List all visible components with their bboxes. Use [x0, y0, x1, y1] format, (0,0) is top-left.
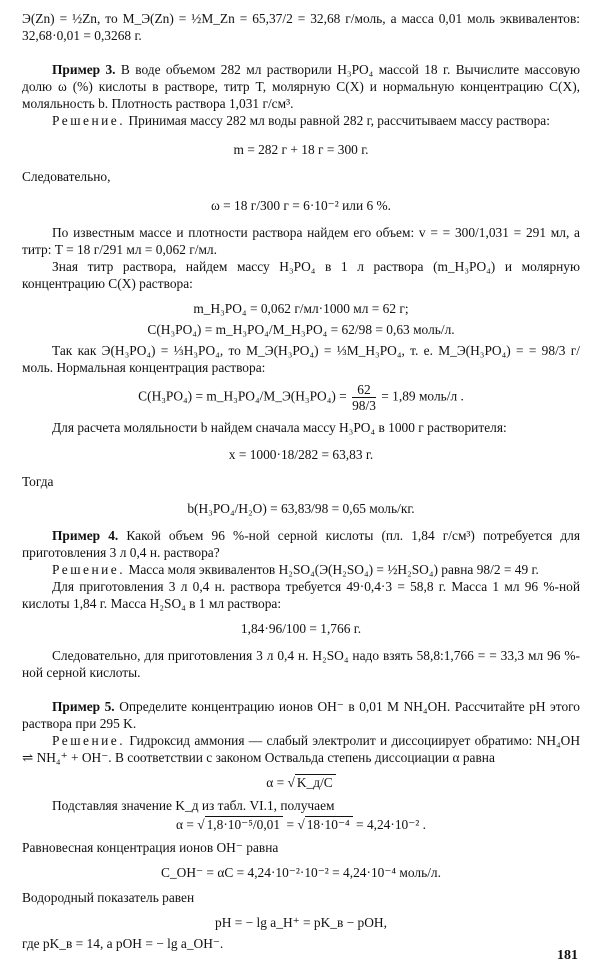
- paragraph: где pK_в = 14, а pOH = − lg a_OH⁻.: [22, 936, 224, 951]
- radicand: 18·10⁻⁴: [305, 816, 353, 832]
- solution-3-label: Решение.: [52, 113, 126, 128]
- example-3-text: В воде объемом 282 мл растворили H₃PO₄ массой 18 г. Вычислите массовую долю ω (%) кислоты в растворе, титр T, молярную C(X) и нормальную концентрацию C(X), моляльность b. Плотность раствора 1,031 г/см³.: [22, 62, 580, 111]
- paragraph: Зная титр раствора, найдем массу H₃PO₄ в 1 л раствора (m_H₃PO₄) и молярную концентрацию C(X) раствора:: [22, 259, 580, 291]
- solution-5-text: Гидроксид аммония — слабый электролит и диссоциирует обратимо: NH₄OH ⇌ NH₄⁺ + OH⁻. В соответствии с законом Оствальда степень диссоциации α равна: [22, 733, 580, 765]
- formula: m_H₃PO₄ = 0,062 г/мл·1000 мл = 62 г;: [193, 301, 409, 316]
- formula: x = 1000·18/282 = 63,83 г.: [228, 447, 374, 462]
- solution-5-label: Решение.: [52, 733, 126, 748]
- paragraph: Для приготовления 3 л 0,4 н. раствора требуется 49·0,4·3 = 58,8 г. Масса 1 мл 96 %-ной кислоты 1,84 г. Масса H₂SO₄ в 1 мл раствора:: [22, 579, 580, 611]
- formula-right: = 1,89 моль/л .: [381, 388, 464, 404]
- example-5-text: Определите концентрацию ионов OH⁻ в 0,01 M NH₄OH. Рассчитайте pH этого раствора при 295 K.: [22, 699, 581, 731]
- paragraph: По известным массе и плотности раствора найдем его объем: v = = 300/1,031 = 291 мл, а титр: T = 18 г/291 мл = 0,062 г/мл.: [22, 225, 580, 257]
- formula-root: α = √ K_д/C: [22, 774, 580, 791]
- paragraph: Так как Э(H₃PO₄) = ⅓H₃PO₄, то M_Э(H₃PO₄) = ⅓M_H₃PO₄, т. е. M_Э(H₃PO₄) = = 98/3 г/моль. Нормальная концентрация раствора:: [22, 343, 580, 375]
- example-4-text: Какой объем 96 %-ной серной кислоты (пл. 1,84 г/см³) потребуется для приготовления 3 л 0,4 н. раствора?: [22, 528, 581, 560]
- page-body: [22, 10, 580, 952]
- formula: pH = − lg a_H⁺ = pK_в − pOH,: [215, 915, 387, 930]
- paragraph: Для расчета моляльности b найдем сначала массу H₃PO₄ в 1000 г растворителя:: [52, 420, 507, 435]
- radicand: 1,8·10⁻⁵/0,01: [205, 816, 283, 832]
- fraction: [352, 382, 376, 413]
- paragraph: Э(Zn) = ½Zn, то M_Э(Zn) = ½M_Zn = 65,37/2 = 32,68 г/моль, а масса 0,01 моль эквивалентов: 32,68·0,01 = 0,3268 г.: [22, 11, 580, 43]
- example-3: [22, 61, 580, 112]
- page-number: 181: [557, 948, 578, 963]
- example-5: [22, 698, 580, 732]
- paragraph: Подставляя значение K_д из табл. VI.1, получаем: [52, 798, 335, 813]
- solution-3-text: Принимая массу 282 мл воды равной 282 г, рассчитываем массу раствора:: [128, 113, 550, 128]
- formula: ω = 18 г/300 г = 6·10⁻² или 6 %.: [210, 198, 392, 213]
- formula: 1,84·96/100 = 1,766 г.: [240, 621, 362, 636]
- solution-4: [22, 561, 580, 578]
- example-5-label: Пример 5.: [52, 699, 115, 714]
- fraction-denominator: 98/3: [352, 398, 376, 413]
- formula-left: α =: [175, 817, 194, 832]
- paragraph: Следовательно, для приготовления 3 л 0,4 н. H₂SO₄ надо взять 58,8:1,766 = = 33,3 мл 96 %-ной серной кислоты.: [22, 648, 580, 680]
- solution-3: [22, 112, 580, 129]
- formula-left: α =: [266, 775, 285, 790]
- solution-5: [22, 732, 580, 766]
- formula-right: = 4,24·10⁻² .: [356, 817, 427, 832]
- formula-fraction: [22, 382, 580, 413]
- fraction-numerator: 62: [352, 382, 376, 398]
- solution-4-label: Решение.: [52, 562, 126, 577]
- paragraph: Тогда: [22, 474, 54, 489]
- solution-4-text: Масса моля эквивалентов H₂SO₄(Э(H₂SO₄) = ½H₂SO₄) равна 98/2 = 49 г.: [128, 562, 539, 577]
- paragraph: Равновесная концентрация ионов OH⁻ равна: [22, 840, 279, 855]
- example-3-label: Пример 3.: [52, 62, 116, 77]
- paragraph: Водородный показатель равен: [22, 890, 195, 905]
- formula-left: C(H₃PO₄) = m_H₃PO₄/M_Э(H₃PO₄) =: [138, 388, 347, 404]
- example-4: [22, 527, 580, 561]
- formula: C_OH⁻ = αC = 4,24·10⁻²·10⁻² = 4,24·10⁻⁴ моль/л.: [161, 865, 441, 880]
- formula: b(H₃PO₄/H₂O) = 63,83/98 = 0,65 моль/кг.: [187, 501, 415, 516]
- formula: m = 282 г + 18 г = 300 г.: [233, 142, 369, 157]
- formula: C(H₃PO₄) = m_H₃PO₄/M_H₃PO₄ = 62/98 = 0,63 моль/л.: [147, 322, 455, 337]
- example-4-label: Пример 4.: [52, 528, 119, 543]
- formula-root: α = √ 1,8·10⁻⁵/0,01 = √ 18·10⁻⁴ = 4,24·10⁻² .: [175, 817, 427, 832]
- formula-equals: =: [286, 817, 294, 832]
- radicand: K_д/C: [295, 774, 336, 790]
- paragraph: Следовательно,: [22, 169, 111, 184]
